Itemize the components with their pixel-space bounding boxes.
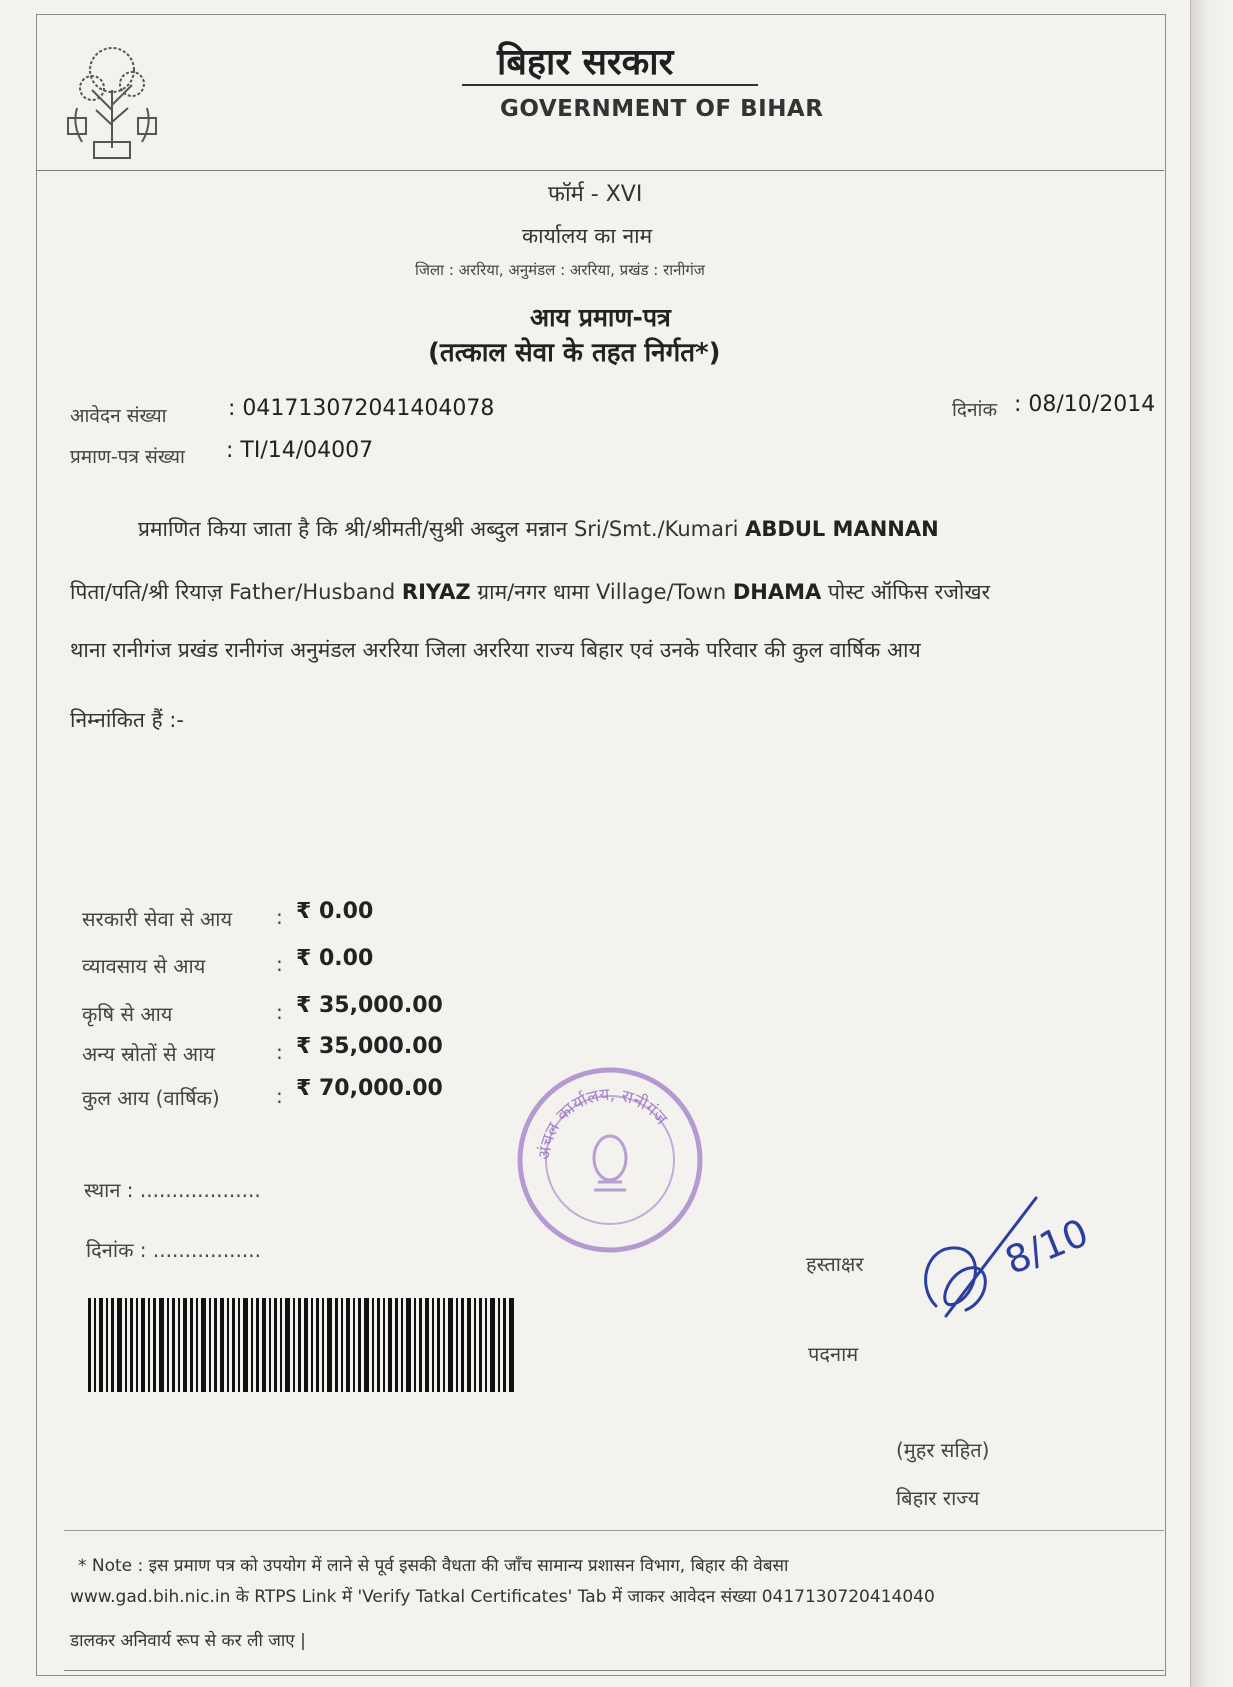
- income-sep: :: [276, 1084, 283, 1108]
- income-label: अन्य स्रोतों से आय: [82, 1042, 215, 1066]
- income-sep: :: [276, 905, 283, 929]
- certificate-subtitle: (तत्काल सेवा के तहत निर्गत*): [428, 338, 721, 368]
- note-top-rule: [64, 1530, 1164, 1531]
- date-label: दिनांक: [952, 399, 998, 421]
- title-underline: [462, 84, 758, 86]
- office-seal-stamp: [512, 1062, 708, 1258]
- govt-title-hindi: बिहार सरकार: [497, 42, 674, 83]
- handwritten-signature: [906, 1176, 1106, 1336]
- signature-label: हस्ताक्षर: [806, 1252, 864, 1276]
- barcode: [88, 1298, 514, 1392]
- father-name: RIYAZ: [401, 580, 471, 604]
- income-value: ₹ 70,000.00: [296, 1076, 443, 1101]
- bihar-emblem-icon: [62, 30, 162, 170]
- with-seal-label: (मुहर सहित): [896, 1438, 990, 1462]
- body-line-2: [70, 578, 990, 606]
- place-field: स्थान : ...................: [84, 1178, 261, 1202]
- income-value: ₹ 35,000.00: [296, 1034, 443, 1059]
- income-sep: :: [276, 1040, 283, 1064]
- office-name: कार्यालय का नाम: [522, 224, 653, 248]
- svg-text:अंचल कार्यालय, रानीगंज: [535, 1085, 672, 1161]
- certificate-title: आय प्रमाण-पत्र: [530, 303, 671, 332]
- certificate-no-value: : TI/14/04007: [226, 438, 374, 463]
- note-line-2: www.gad.bih.nic.in के RTPS Link में 'Verify Tatkal Certificates' Tab में जाकर आवेदन संख्या 0417130720414040: [70, 1587, 935, 1607]
- application-no-value: : 041713072041404078: [228, 396, 495, 421]
- income-label: कृषि से आय: [82, 1002, 173, 1026]
- body-line-2-b: ग्राम/नगर धामा Village/Town: [477, 580, 727, 604]
- income-value: ₹ 0.00: [296, 946, 374, 971]
- income-value: ₹ 0.00: [296, 899, 374, 924]
- note-line-3: डालकर अनिवार्य रूप से कर ली जाए |: [70, 1631, 306, 1651]
- income-label: कुल आय (वार्षिक): [82, 1086, 220, 1110]
- applicant-name: ABDUL MANNAN: [745, 517, 939, 541]
- body-line-4: निम्नांकित हैं :-: [70, 708, 184, 732]
- income-value: ₹ 35,000.00: [296, 993, 443, 1018]
- paper-edge: [1190, 0, 1233, 1687]
- income-label: व्यावसाय से आय: [82, 954, 206, 978]
- note-line-1: * Note : इस प्रमाण पत्र को उपयोग में लाने से पूर्व इसकी वैधता की जाँच सामान्य प्रशासन विभाग, बिहार की वेबसा: [78, 1556, 789, 1576]
- body-line-2-c: पोस्ट ऑफिस रजोखर: [827, 580, 991, 604]
- body-line-1-prefix: प्रमाणित किया जाता है कि श्री/श्रीमती/सुश्री अब्दुल मन्नान Sri/Smt./Kumari: [138, 517, 739, 541]
- application-no-label: आवेदन संख्या: [70, 405, 167, 427]
- village-name: DHAMA: [732, 580, 822, 604]
- header-divider: [36, 170, 1164, 171]
- form-number: फॉर्म - XVI: [548, 182, 643, 207]
- date-value: : 08/10/2014: [1014, 392, 1156, 417]
- certificate-no-label: प्रमाण-पत्र संख्या: [70, 446, 185, 468]
- body-line-3: थाना रानीगंज प्रखंड रानीगंज अनुमंडल अररिया जिला अररिया राज्य बिहार एवं उनके परिवार की कुल वार्षिक आय: [70, 638, 921, 662]
- handwritten-date: 8/10: [998, 1210, 1095, 1283]
- income-sep: :: [276, 952, 283, 976]
- note-bottom-rule: [64, 1670, 1164, 1671]
- govt-title-english: GOVERNMENT OF BIHAR: [500, 96, 824, 122]
- body-line-2-a: पिता/पति/श्री रियाज़ Father/Husband: [70, 580, 396, 604]
- designation-label: पदनाम: [808, 1342, 859, 1366]
- issue-date-field: दिनांक : .................: [86, 1238, 261, 1262]
- income-label: सरकारी सेवा से आय: [82, 907, 233, 931]
- jurisdiction-line: जिला : अररिया, अनुमंडल : अररिया, प्रखंड : रानीगंज: [415, 261, 705, 279]
- state-label: बिहार राज्य: [896, 1486, 980, 1510]
- income-sep: :: [276, 1000, 283, 1024]
- body-line-1: [138, 515, 939, 543]
- stamp-text: अंचल कार्यालय, रानीगंज: [534, 1084, 672, 1161]
